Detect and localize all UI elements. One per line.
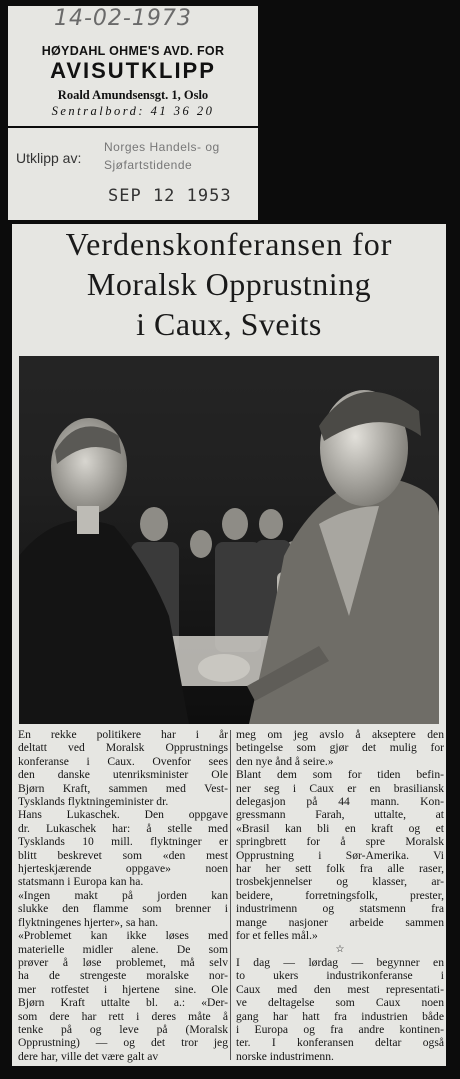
- article-text-line: I dag — lørdag — begynner en: [236, 955, 444, 969]
- article-text-line: har her sett folk fra alle raser,: [236, 862, 444, 876]
- article-text-line: ner seg i Caux er en brasiliansk: [236, 781, 444, 795]
- headline-line-2: Moralsk Opprustning: [86, 266, 372, 302]
- article-text-line: norske industrimenn.: [236, 1049, 334, 1063]
- column-divider: [230, 730, 231, 1060]
- article-text-line: materielle midler alene. De som: [18, 942, 228, 956]
- section-divider-star: ☆: [335, 943, 345, 955]
- headline-line-3: i Caux, Sveits: [136, 306, 322, 342]
- article-text-line: «Brasil kan bli en kraft og et: [236, 821, 444, 835]
- agency-phone: Sentralbord: 41 36 20: [51, 104, 215, 118]
- article-text-line: springbrett for å spre Moralsk: [236, 835, 444, 849]
- article-text-line: industrimenn og statsmenn fra: [236, 902, 444, 916]
- article-text-line: dere har, ville det være galt av: [18, 1049, 159, 1063]
- article-text-line: ter. I konferansen deltar også: [236, 1036, 444, 1050]
- article-text-line: deltatt ved Moralsk Opprustnings: [18, 741, 228, 755]
- article-text-line: konferanse i Caux. Ovenfor sees: [18, 754, 228, 768]
- article-text-line: gressmann Farah, uttalte, at: [236, 808, 444, 822]
- article-text-line: mer rotfestet i hjertene sine. Ole: [18, 982, 228, 996]
- agency-name: HØYDAHL OHME'S AVD. FOR: [41, 44, 225, 58]
- publication-name-line1: Norges Handels- og: [104, 140, 220, 154]
- article-text-line: Opprustning i Sør-Amerika. Vi: [236, 848, 444, 862]
- publication-name-line2: Sjøfartstidende: [104, 158, 193, 172]
- article-text-line: meg om jeg avslo å akseptere den: [236, 728, 444, 741]
- article-text-line: betingelse som gjør det mulig for: [236, 741, 444, 755]
- article-text-line: Tysklands flyktningeminister dr.: [18, 795, 169, 809]
- article-text-line: den nye ånd å seire.»: [236, 754, 334, 768]
- article-text-line: mange nasjoner arbeide sammen: [236, 915, 444, 929]
- article-text-line: statsmann i Europa kan ha.: [18, 875, 144, 889]
- article-text-line: Blant dem som for tiden befin-: [236, 768, 444, 782]
- article-text-line: den danske utenriksminister Ole: [18, 768, 228, 782]
- article-column-2: [236, 728, 444, 1063]
- article-text-line: En rekke politikere har i år: [18, 728, 228, 741]
- article-text-line: Opprustning) — og det tror jeg: [18, 1036, 228, 1050]
- article-text-line: flyktningenes hjerter», sa han.: [18, 915, 159, 929]
- news-photo: [19, 356, 439, 724]
- article-text-line: Bjørn Kraft uttalte bl. a.: «Der-: [18, 996, 228, 1010]
- article-text-line: blitt beskrevet som «den mest: [18, 848, 228, 862]
- handwritten-date: 14-02-1973: [54, 6, 192, 31]
- article-text-line: tenke på og leve på (Moralsk: [18, 1022, 228, 1036]
- clip-date: SEP 12 1953: [108, 186, 232, 206]
- source-slip: [8, 128, 258, 220]
- source-label: Utklipp av:: [16, 150, 82, 166]
- article-text-line: Bjørn Kraft, sammen med Vest-: [18, 781, 228, 795]
- article-text-line: for et felles mål.»: [236, 929, 318, 943]
- article-text-line: ha de strengeste moralske nor-: [18, 969, 228, 983]
- article-text-line: dr. Lukaschek har: å stelle med: [18, 821, 228, 835]
- agency-title: AVISUTKLIPP: [50, 58, 216, 83]
- article-text-line: som dere har rett i deres måte å: [18, 1009, 228, 1023]
- article-text-line: ve deltagelse som Caux noen: [236, 996, 444, 1010]
- article-text-line: gang har hatt fra industrien både: [236, 1009, 444, 1023]
- article-text-line: «Ingen makt på jorden kan: [18, 888, 228, 902]
- article-text-line: Caux med den mest representati-: [236, 982, 444, 996]
- article-text-line: trosbekjennelser og klasser, ar-: [236, 875, 444, 889]
- article-text-line: slukke den flamme som brenner i: [18, 902, 228, 916]
- agency-stamp: [8, 6, 258, 126]
- article-text-line: i Europa og fra andre kontinen-: [236, 1022, 444, 1036]
- article-text-line: prøver å løse problemet, må selv: [18, 955, 228, 969]
- article-text-line: «Problemet kan ikke løses med: [18, 929, 228, 943]
- article-text-line: delegasjon på 44 mann. Kon-: [236, 795, 444, 809]
- article-column-1: [18, 728, 228, 1063]
- article-text-line: Tysklands 10 mill. flyktninger er: [18, 835, 228, 849]
- headline-line-1: Verdenskonferansen for: [65, 226, 393, 262]
- agency-address: Roald Amundsensgt. 1, Oslo: [57, 88, 209, 102]
- article-text-line: beidere, forretningsfolk, prester,: [236, 888, 444, 902]
- news-article: [12, 224, 446, 1066]
- article-text-line: Hans Lukaschek. Den oppgave: [18, 808, 228, 822]
- article-text-line: hjerteskjærende oppgave» noen: [18, 862, 228, 876]
- article-text-line: to ukers industrikonferanse i: [236, 969, 444, 983]
